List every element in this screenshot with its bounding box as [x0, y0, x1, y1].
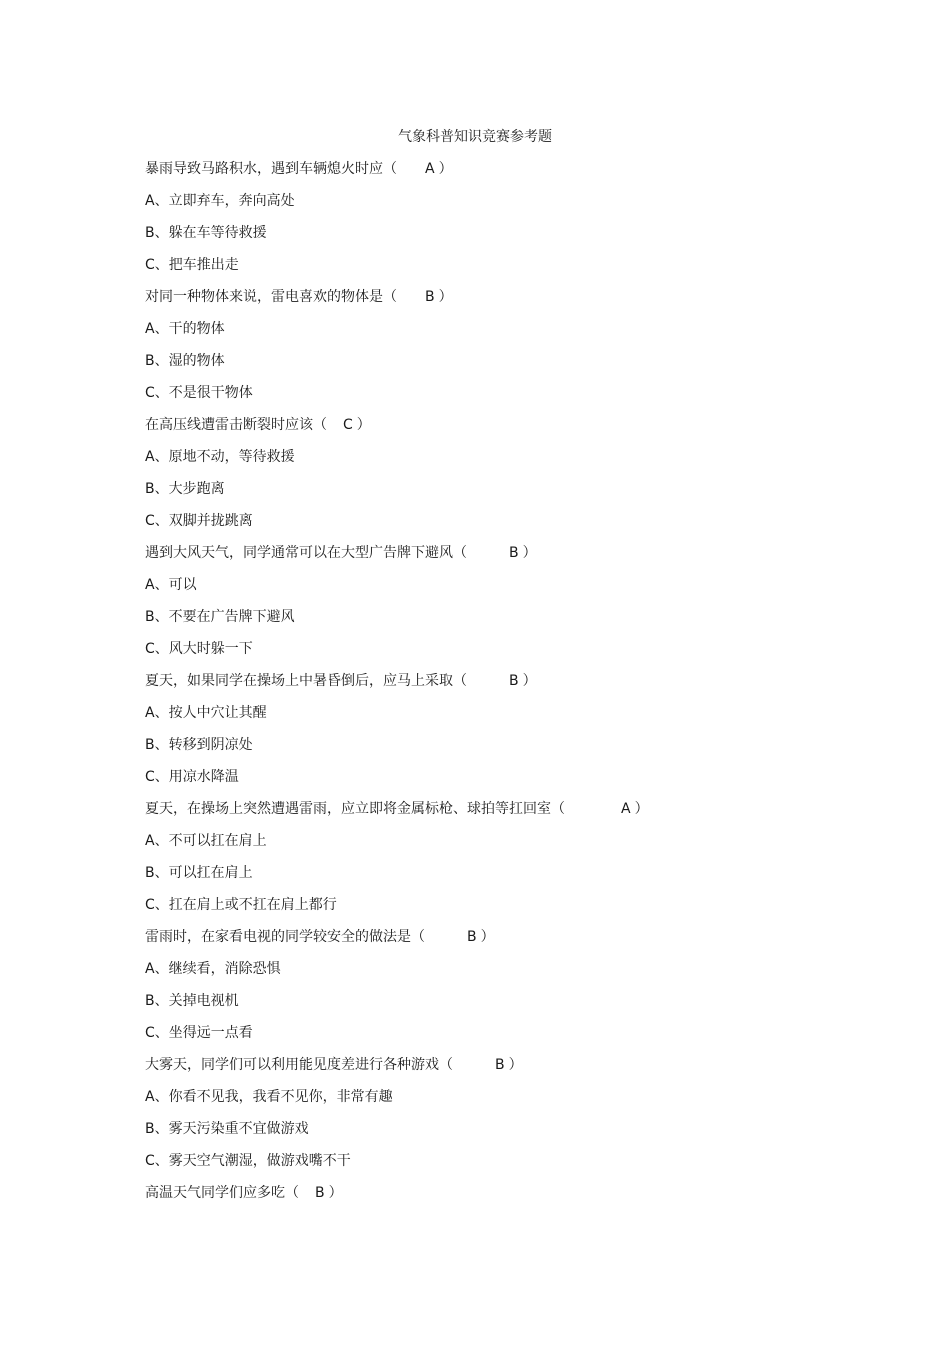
- question-stem: [145, 1183, 845, 1215]
- question-close: ）: [438, 289, 453, 305]
- question-answer: B: [315, 1185, 325, 1201]
- question-text: 暴雨导致马路积水，遇到车辆熄火时应（: [145, 161, 397, 177]
- question-option: B、转移到阴凉处: [145, 737, 253, 753]
- question-option: A、可以: [145, 577, 197, 593]
- question-stem: [145, 1055, 845, 1087]
- question-option: B、不要在广告牌下避风: [145, 609, 295, 625]
- question-text: 遇到大风天气，同学通常可以在大型广告牌下避风（: [145, 545, 467, 561]
- question-stem: [145, 543, 845, 575]
- question-option: A、立即弃车，奔向高处: [145, 193, 295, 209]
- question-answer: B: [509, 673, 519, 689]
- question-text: 夏天，在操场上突然遭遇雷雨，应立即将金属标枪、球拍等扛回室（: [145, 801, 565, 817]
- question-option: B、雾天污染重不宜做游戏: [145, 1121, 309, 1137]
- question-option: C、用凉水降温: [145, 769, 239, 785]
- question-answer: C: [343, 417, 353, 433]
- question-text: 夏天，如果同学在操场上中暑昏倒后，应马上采取（: [145, 673, 467, 689]
- question-answer: B: [495, 1057, 505, 1073]
- question-close: ）: [634, 801, 649, 817]
- question-answer: A: [425, 161, 435, 177]
- question-option: A、原地不动，等待救援: [145, 449, 295, 465]
- question-option: C、不是很干物体: [145, 385, 253, 401]
- question-close: ）: [480, 929, 495, 945]
- question-close: ）: [522, 545, 537, 561]
- question-option: C、雾天空气潮湿，做游戏嘴不干: [145, 1153, 351, 1169]
- question-stem: [145, 287, 845, 319]
- question-option: C、坐得远一点看: [145, 1025, 253, 1041]
- question-stem: [145, 159, 845, 191]
- question-stem: [145, 927, 845, 959]
- question-stem: [145, 799, 845, 831]
- question-option: A、继续看，消除恐惧: [145, 961, 281, 977]
- question-list: [145, 159, 845, 1215]
- question-close: ）: [328, 1185, 343, 1201]
- question-stem: [145, 415, 845, 447]
- question-option: A、不可以扛在肩上: [145, 833, 267, 849]
- question-close: ）: [508, 1057, 523, 1073]
- question-option: A、你看不见我，我看不见你，非常有趣: [145, 1089, 393, 1105]
- question-option: C、风大时躲一下: [145, 641, 253, 657]
- question-option: B、躲在车等待救援: [145, 225, 267, 241]
- question-answer: B: [509, 545, 519, 561]
- question-option: C、把车推出走: [145, 257, 239, 273]
- document-title: 气象科普知识竞赛参考题: [398, 129, 552, 145]
- question-option: A、按人中穴让其醒: [145, 705, 267, 721]
- question-text: 大雾天，同学们可以利用能见度差进行各种游戏（: [145, 1057, 453, 1073]
- question-option: C、扛在肩上或不扛在肩上都行: [145, 897, 337, 913]
- question-answer: B: [425, 289, 435, 305]
- question-answer: B: [467, 929, 477, 945]
- question-answer: A: [621, 801, 631, 817]
- question-option: B、可以扛在肩上: [145, 865, 253, 881]
- question-stem: [145, 671, 845, 703]
- question-option: A、干的物体: [145, 321, 225, 337]
- question-close: ）: [356, 417, 371, 433]
- question-option: B、湿的物体: [145, 353, 225, 369]
- question-option: B、关掉电视机: [145, 993, 239, 1009]
- question-close: ）: [522, 673, 537, 689]
- question-text: 雷雨时，在家看电视的同学较安全的做法是（: [145, 929, 425, 945]
- question-close: ）: [438, 161, 453, 177]
- question-option: C、双脚并拢跳离: [145, 513, 253, 529]
- question-text: 对同一种物体来说，雷电喜欢的物体是（: [145, 289, 397, 305]
- question-option: B、大步跑离: [145, 481, 225, 497]
- question-text: 在高压线遭雷击断裂时应该（: [145, 417, 327, 433]
- question-text: 高温天气同学们应多吃（: [145, 1185, 299, 1201]
